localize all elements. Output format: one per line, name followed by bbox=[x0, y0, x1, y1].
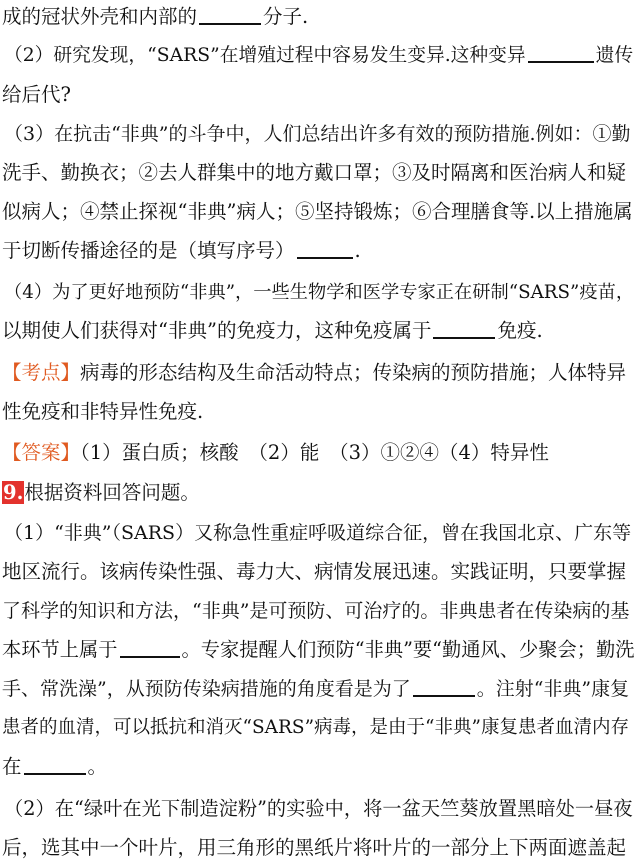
text-line: 于切断传播途径的是（填写序号） . bbox=[2, 239, 361, 262]
text-line: （2）在“绿叶在光下制造淀粉”的实验中，将一盆天竺葵放置黑暗处一昼夜 bbox=[4, 797, 633, 820]
text-line: 后，选其中一个叶片，用三角形的黑纸片将叶片的一部分上下两面遮盖起 bbox=[2, 836, 627, 859]
text-line: 给后代? bbox=[2, 83, 71, 106]
answer-blank bbox=[528, 43, 594, 63]
text-line: 了科学的知识和方法，“非典”是可预防、可治疗的。非典患者在传染病的基 bbox=[2, 600, 630, 622]
answer-tag: 【答案】 bbox=[2, 441, 81, 464]
text-line: 地区流行。该病传染性强、毒力大、病情发展迅速。实践证明，只要掌握 bbox=[2, 560, 627, 583]
text-line: 本环节上属于 。专家提醒人们预防“非典”要“勤通风、少聚会；勤洗 bbox=[2, 638, 635, 661]
text-line: （2）研究发现，“SARS”在增殖过程中容易发生变异.这种变异 遗传 bbox=[4, 45, 634, 66]
answer-blank bbox=[413, 677, 475, 697]
text-line: 【考点】病毒的形态结构及生命活动特点；传染病的预防措施；人体特异 bbox=[2, 361, 627, 384]
text-line: 在 。 bbox=[2, 755, 108, 778]
kaodian-tag: 【考点】 bbox=[2, 361, 81, 384]
text-line: 性免疫和非特异性免疫. bbox=[2, 400, 204, 423]
text-line: 9.根据资料回答问题。 bbox=[3, 481, 200, 504]
text-line: 患者的血清，可以抵抗和消灭“SARS”病毒，是由于“非典”康复患者血清内存 bbox=[2, 717, 629, 738]
text-line: 成的冠状外壳和内部的 分子. bbox=[2, 5, 309, 28]
text-line: 【答案】（1）蛋白质；核酸 （2）能 （3）①②④（4）特异性 bbox=[2, 441, 549, 464]
answer-blank bbox=[24, 755, 86, 775]
answer-blank bbox=[297, 239, 353, 259]
answer-blank bbox=[199, 5, 261, 25]
text-line: （1）“非典”（SARS）又称急性重症呼吸道综合征，曾在我国北京、广东等 bbox=[4, 522, 632, 544]
text-line: 似病人；④禁止探视“非典”病人；⑤坚持锻炼；⑥合理膳食等.以上措施属 bbox=[2, 200, 633, 223]
text-line: 以期使人们获得对“非典”的免疫力，这种免疫属于 免疫. bbox=[2, 319, 543, 342]
question-number: 9. bbox=[3, 481, 24, 504]
text-line: 手、常洗澡”，从预防传染病措施的角度看是为了 。注射“非典”康复 bbox=[2, 678, 630, 700]
text-line: 洗手、勤换衣；②去人群集中的地方戴口罩；③及时隔离和医治病人和疑 bbox=[2, 161, 627, 184]
answer-blank bbox=[120, 638, 180, 658]
text-line: （3）在抗击“非典”的斗争中，人们总结出许多有效的预防措施.例如：①勤 bbox=[4, 123, 631, 145]
answer-blank bbox=[433, 319, 495, 339]
text-line: （4）为了更好地预防“非典”，一些生物学和医学专家正在研制“SARS”疫苗， bbox=[4, 282, 635, 303]
